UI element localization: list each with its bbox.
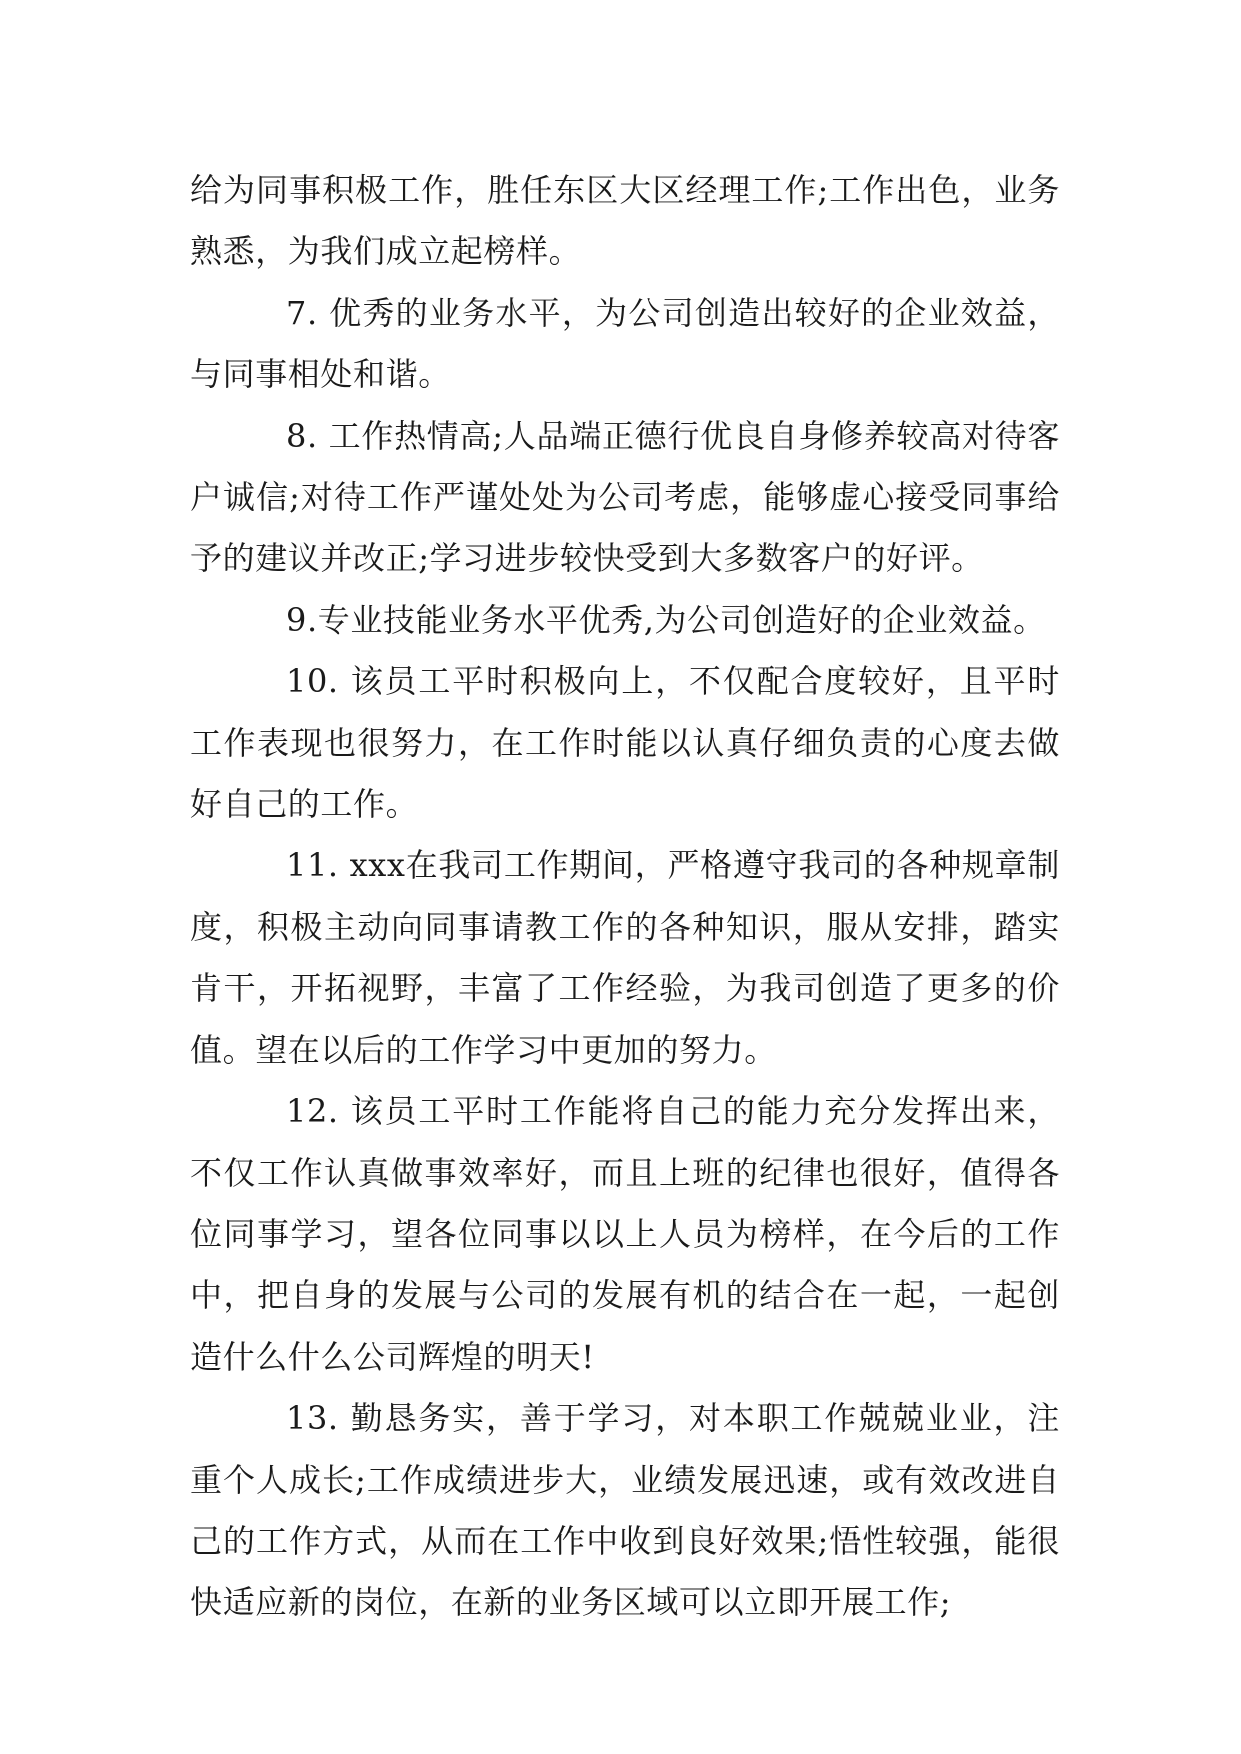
paragraph-item-12: 12. 该员工平时工作能将自己的能力充分发挥出来，不仅工作认真做事效率好，而且上班的纪律也很好，值得各位同事学习，望各位同事以以上人员为榜样，在今后的工作中，把自身的发展与公司的发展有机的结合在一起，一起创造什么什么公司辉煌的明天! bbox=[190, 1092, 1060, 1376]
paragraph-item-7: 7. 优秀的业务水平，为公司创造出较好的企业效益，与同事相处和谐。 bbox=[190, 293, 1060, 394]
paragraph-item-10: 10. 该员工平时积极向上，不仅配合度较好，且平时工作表现也很努力，在工作时能以认真仔细负责的心度去做好自己的工作。 bbox=[190, 662, 1060, 824]
paragraph-item-11: 11. xxx在我司工作期间，严格遵守我司的各种规章制度，积极主动向同事请教工作的各种知识，服从安排，踏实肯干，开拓视野，丰富了工作经验，为我司创造了更多的价值。望在以后的工作学习中更加的努力。 bbox=[190, 846, 1060, 1069]
paragraph-item-13: 13. 勤恳务实，善于学习，对本职工作兢兢业业，注重个人成长;工作成绩进步大，业绩发展迅速，或有效改进自己的工作方式，从而在工作中收到良好效果;悟性较强，能很快适应新的岗位，在新的业务区域可以立即开展工作; bbox=[190, 1399, 1060, 1622]
paragraph-item-9: 9.专业技能业务水平优秀,为公司创造好的企业效益。 bbox=[286, 600, 1046, 639]
paragraph-continuation: 给为同事积极工作，胜任东区大区经理工作;工作出色，业务熟悉，为我们成立起榜样。 bbox=[190, 171, 1060, 271]
document-body bbox=[190, 160, 1060, 1634]
paragraph-item-8: 8. 工作热情高;人品端正德行优良自身修养较高对待客户诚信;对待工作严谨处处为公司考虑，能够虚心接受同事给予的建议并改正;学习进步较快受到大多数客户的好评。 bbox=[190, 416, 1060, 578]
